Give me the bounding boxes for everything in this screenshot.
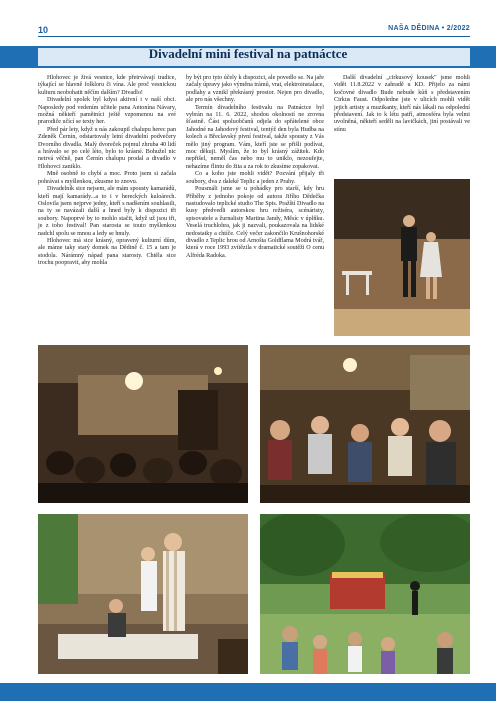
text-column-1 <box>38 75 176 268</box>
photo-audience-closeup <box>260 345 470 503</box>
paragraph: Hlohovec je živá vesnice, kde přetrvávají tradice, týkající se hlavně folkloru či vína. Ale proč vesnickou kulturu neobohatit něčím dalším? Divadlo! <box>38 75 176 96</box>
paragraph: Mně osobně to chybí a moc. Proto jsem si začala pohrávat s myšlenkou, zkusme to znovu. <box>38 171 176 185</box>
paragraph: by být pro tyto účely k dispozici, ale povedlo se. Na jaře začaly úpravy jako výměna trámů, vrat, elektroinstalace, podlahy a vznikl překrásný prostor. Nejen pro divadlo, ale pro nás všechny. <box>186 75 324 104</box>
paragraph: Před pár lety, když u nás zakoupil chalupu herec pan Zdeněk Černín, odstartovaly letní divadelní podvečery Dvorního divadla. Malý dvoreček pojmul zhruba 40 lidí a hrávalo se po celé léto, bylo to krásné. Bohužel nic netrvá věčně, pan Černín chalupu prodal a divadlo v Hlohovci zaniklo. <box>38 126 176 170</box>
footer-band <box>0 683 496 701</box>
paragraph: Divadelník sice nejsem, ale mám spousty kamarádů, kteří mají kamarády...a to i v hereckých kuloárech. Oslovila jsem nejprve jedny, kteří s nadšením souhlasili, na ty se navázali další a hned byly k dispozici tři soubory. Napoprvé by to mohlo stačit, když už jsou tři, je z toho festival! Pan starosta se touto myšlenkou nadchl spolu se mnou a ledy se hnuly. <box>38 186 176 237</box>
paragraph: Termín divadelního festivalu na Patnáctce byl vybrán na 11. 6. 2022, shodou okolností ne zrovna šťastně. Část spoluobčanů odjela do spřátelené obce Jahodné na Jahodový festival, tentýž den byla Hudba na kolech a Břeclavský pivní festival, takže spousty z Vás mělo jiný program. Vám, kteří jste se přišli podívat, moc děkuji. Myslím, že to byl krásný zážitek. Kdo nepřišel, neměl čas nebo mu to uniklo, nezoufejte, nehazíme flintu do žita a za rok to zkusíme zopakovat. <box>186 104 324 170</box>
page-header <box>0 0 496 40</box>
paragraph: Co a koho jste mohli vidět? Pozvání přijaly tři soubory, dva z daleké Teplic a jeden z Prahy. <box>186 171 324 185</box>
paragraph: Divadelní spolek byl kdysi aktivní i v naší obci. Naposledy pod vedením učitele pana Antonína Návary, možná někteří pamětníci ještě vzpomenou na své prarodiče učící se texty her. <box>38 97 176 126</box>
photo-actors-costume <box>38 514 248 674</box>
photo-outdoor-circus <box>260 514 470 674</box>
photo-barn-audience <box>38 345 248 503</box>
paragraph: Další divadelní „cirkusový kousek" jsme mohli vidět 11.8.2022 v zahradě u KD. Přijelo za námi kočovné divadlo Bude nebude kůň s představením Cirkus Faust. Odpoledne jste v ulicích mohli vidět jejich artisty a muzikanty, kteří nás lákali na odpolední představení. Jak to k létu patří, atmosféra byla velmi uvolněná, někteří seděli na lavičkách, jiní postávali ve stínu <box>334 75 470 133</box>
text-column-2 <box>186 75 324 260</box>
header-rule <box>38 36 470 37</box>
page-number: 10 <box>38 25 49 35</box>
paragraph: Hlohovec má sice krásný, opravený kulturní dům, ale máme taky starý domek na Dědině č. 15 a tam je stodola. Nárámný nápad pana starosty. Chtěla sice trochu poopravit, aby mohla <box>38 237 176 267</box>
photo-stage-performers <box>334 179 470 336</box>
text-column-3 <box>334 75 470 134</box>
paragraph: Pousmáli jsme se u pohádky pro starší, kdy hru Příběhy z jednoho pokoje od autora Jiřího Dědečka nastudovalo teplické studio The Spis. Pražští Divadlo na kusy předvedli autorskou hru režiséra, scénáristy, spisovatele a žurnalisty Martina Jandy, Měsíc v úplňku. Veselá truchlohra, jak ji nazvali, poukazovala na lidské nedostatky a chtíče. Celý večer zakončilo Krušnohorské divadlo z Teplic hrou od Arnošta Goldflama Modrá tvář, která v roce 1993 zvítězila v dramatické soutěži O cenu Alfréda Radoka. <box>186 186 324 259</box>
publication-name: NAŠA DĚDINA • 2/2022 <box>388 25 470 32</box>
article-title: Divadelní mini festival na patnáctce <box>148 46 348 61</box>
